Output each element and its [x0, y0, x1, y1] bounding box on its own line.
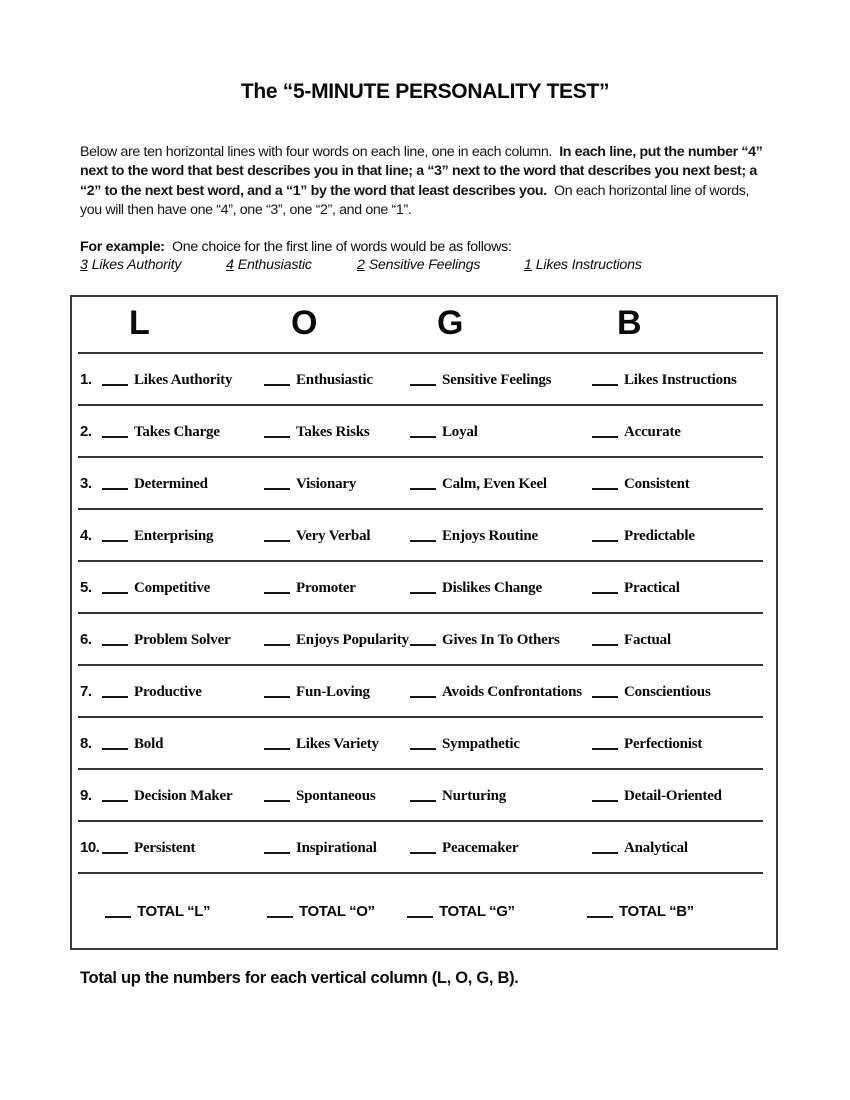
- total-cell-L: [105, 874, 210, 950]
- word-cell: [410, 718, 520, 770]
- column-header-O: O: [291, 304, 317, 342]
- answer-blank[interactable]: [410, 487, 436, 490]
- word-cell: [592, 770, 722, 822]
- word-cell: [264, 718, 379, 770]
- word-cell: [102, 354, 232, 406]
- row-number: 1.: [80, 371, 92, 388]
- answer-blank[interactable]: [592, 643, 618, 646]
- answer-blank[interactable]: [410, 643, 436, 646]
- answer-blank[interactable]: [592, 591, 618, 594]
- column-header-G: G: [437, 304, 463, 342]
- word-label: Persistent: [134, 840, 196, 856]
- example-text: One choice for the first line of words would be as follows:: [164, 239, 512, 255]
- answer-blank[interactable]: [264, 643, 290, 646]
- word-label: Enterprising: [134, 528, 214, 544]
- instructions-part1: Below are ten horizontal lines with four words on each line, one in each column.: [80, 144, 560, 160]
- word-cell: [264, 458, 356, 510]
- example-number: 4: [226, 257, 234, 273]
- answer-blank[interactable]: [410, 695, 436, 698]
- page-title: The “5-MINUTE PERSONALITY TEST”: [240, 80, 610, 103]
- word-cell: [410, 354, 551, 406]
- answer-blank[interactable]: [592, 539, 618, 542]
- word-label: Conscientious: [624, 684, 711, 700]
- example-item: [226, 257, 312, 273]
- word-cell: [264, 822, 377, 874]
- word-cell: [592, 614, 671, 666]
- total-cell-B: [587, 874, 694, 950]
- answer-blank[interactable]: [592, 799, 618, 802]
- word-cell: [102, 562, 210, 614]
- table-row-9: [72, 770, 776, 822]
- word-cell: [410, 822, 518, 874]
- word-cell: [410, 614, 560, 666]
- answer-blank[interactable]: [102, 539, 128, 542]
- word-label: Predictable: [624, 528, 695, 544]
- example-number: 3: [80, 257, 88, 273]
- answer-blank[interactable]: [264, 695, 290, 698]
- word-cell: [102, 822, 195, 874]
- word-label: Spontaneous: [296, 788, 376, 804]
- total-label: TOTAL “L”: [137, 903, 211, 920]
- answer-blank[interactable]: [592, 695, 618, 698]
- word-label: Enjoys Routine: [442, 528, 538, 544]
- word-label: Competitive: [134, 580, 211, 596]
- word-label: Analytical: [624, 840, 688, 856]
- total-label: TOTAL “B”: [619, 903, 694, 920]
- word-cell: [410, 562, 542, 614]
- answer-blank[interactable]: [410, 747, 436, 750]
- answer-blank[interactable]: [592, 435, 618, 438]
- word-label: Enjoys Popularity: [296, 632, 409, 648]
- total-cell-G: [407, 874, 515, 950]
- word-label: Nurturing: [442, 788, 507, 804]
- word-cell: [410, 510, 538, 562]
- answer-blank[interactable]: [264, 383, 290, 386]
- row-number: 5.: [80, 579, 92, 596]
- row-number: 9.: [80, 787, 92, 804]
- word-cell: [102, 458, 208, 510]
- word-cell: [102, 510, 213, 562]
- word-cell: [592, 458, 690, 510]
- word-cell: [410, 770, 506, 822]
- word-label: Productive: [134, 684, 202, 700]
- total-cell-O: [267, 874, 375, 950]
- word-label: Very Verbal: [296, 528, 371, 544]
- word-label: Factual: [624, 632, 671, 648]
- answer-blank[interactable]: [264, 539, 290, 542]
- answer-blank[interactable]: [410, 591, 436, 594]
- word-cell: [102, 614, 231, 666]
- answer-blank[interactable]: [102, 435, 128, 438]
- instructions-paragraph: [80, 143, 774, 220]
- word-cell: [410, 666, 582, 718]
- word-label: Calm, Even Keel: [442, 476, 547, 492]
- table-row-6: [72, 614, 776, 666]
- word-label: Peacemaker: [442, 840, 519, 856]
- answer-blank[interactable]: [102, 487, 128, 490]
- word-label: Decision Maker: [134, 788, 233, 804]
- word-cell: [592, 666, 711, 718]
- column-header-B: B: [617, 304, 641, 342]
- row-number: 2.: [80, 423, 92, 440]
- word-label: Bold: [134, 736, 164, 752]
- word-cell: [410, 458, 547, 510]
- column-header-row: [72, 297, 776, 354]
- word-label: Likes Authority: [134, 372, 233, 388]
- instructions-part2-bold: In each line, put the number “4” next to the word that best describes you in that line; a “3” next to the word that describes you next best; a “2” to the next best word, and a “1” by the word that least describes you.: [80, 144, 767, 199]
- answer-blank[interactable]: [410, 851, 436, 854]
- answer-blank[interactable]: [410, 539, 436, 542]
- answer-blank[interactable]: [102, 643, 128, 646]
- word-label: Dislikes Change: [442, 580, 542, 596]
- word-cell: [102, 666, 202, 718]
- word-cell: [264, 666, 370, 718]
- answer-blank[interactable]: [264, 487, 290, 490]
- word-cell: [264, 510, 370, 562]
- word-label: Accurate: [624, 424, 681, 440]
- answer-blank[interactable]: [102, 799, 128, 802]
- answer-blank[interactable]: [592, 851, 618, 854]
- answer-blank[interactable]: [410, 383, 436, 386]
- example-number: 1: [524, 257, 532, 273]
- word-label: Enthusiastic: [296, 372, 373, 388]
- word-label: Fun-Loving: [296, 684, 370, 700]
- answer-blank[interactable]: [102, 747, 128, 750]
- word-label: Inspirational: [296, 840, 377, 856]
- row-number: 8.: [80, 735, 92, 752]
- table-row-2: [72, 406, 776, 458]
- instructions-part3: On each horizontal line of words, you will then have one “4”, one “3”, one “2”, and one “1”.: [80, 182, 753, 218]
- total-label: TOTAL “G”: [439, 903, 515, 920]
- word-label: Visionary: [296, 476, 357, 492]
- example-item: [357, 257, 480, 273]
- word-cell: [264, 614, 409, 666]
- word-cell: [592, 562, 680, 614]
- row-number: 3.: [80, 475, 92, 492]
- word-label: Consistent: [624, 476, 690, 492]
- answer-blank[interactable]: [102, 383, 128, 386]
- total-label: TOTAL “O”: [299, 903, 375, 920]
- word-label: Takes Risks: [296, 424, 370, 440]
- test-table: [70, 295, 778, 950]
- example-word: Enthusiastic: [237, 257, 312, 273]
- word-cell: [264, 406, 370, 458]
- word-label: Avoids Confrontations: [442, 684, 582, 700]
- row-number: 4.: [80, 527, 92, 544]
- word-cell: [592, 510, 695, 562]
- word-cell: [102, 718, 163, 770]
- answer-blank[interactable]: [102, 591, 128, 594]
- total-blank[interactable]: [105, 915, 131, 918]
- word-label: Likes Instructions: [624, 372, 737, 388]
- word-label: Loyal: [442, 424, 478, 440]
- column-header-L: L: [129, 304, 149, 342]
- totals-row: [72, 874, 776, 950]
- total-blank[interactable]: [407, 915, 433, 918]
- row-number: 6.: [80, 631, 92, 648]
- answer-blank[interactable]: [592, 383, 618, 386]
- answer-blank[interactable]: [102, 695, 128, 698]
- word-cell: [592, 354, 737, 406]
- example-intro-line: [80, 239, 774, 255]
- word-cell: [592, 718, 702, 770]
- answer-blank[interactable]: [102, 851, 128, 854]
- word-cell: [592, 822, 688, 874]
- answer-blank[interactable]: [410, 799, 436, 802]
- row-number: 7.: [80, 683, 92, 700]
- word-cell: [264, 354, 373, 406]
- answer-blank[interactable]: [592, 487, 618, 490]
- word-cell: [264, 770, 376, 822]
- table-row-10: [72, 822, 776, 874]
- answer-blank[interactable]: [264, 435, 290, 438]
- row-number: 10.: [80, 839, 100, 856]
- word-cell: [102, 770, 232, 822]
- word-label: Determined: [134, 476, 208, 492]
- example-word: Likes Authority: [91, 257, 182, 273]
- word-cell: [592, 406, 681, 458]
- answer-blank[interactable]: [264, 591, 290, 594]
- table-row-4: [72, 510, 776, 562]
- table-row-7: [72, 666, 776, 718]
- example-word: Sensitive Feelings: [368, 257, 481, 273]
- example-label: For example:: [80, 239, 165, 255]
- footer-instruction: Total up the numbers for each vertical column (L, O, G, B).: [80, 969, 519, 987]
- answer-blank[interactable]: [264, 747, 290, 750]
- word-label: Sensitive Feelings: [442, 372, 552, 388]
- table-row-1: [72, 354, 776, 406]
- word-label: Promoter: [296, 580, 356, 596]
- total-blank[interactable]: [587, 915, 613, 918]
- word-label: Takes Charge: [134, 424, 220, 440]
- word-label: Detail-Oriented: [624, 788, 722, 804]
- word-cell: [102, 406, 220, 458]
- example-item: [80, 257, 181, 273]
- word-label: Practical: [624, 580, 680, 596]
- answer-blank[interactable]: [592, 747, 618, 750]
- answer-blank[interactable]: [264, 851, 290, 854]
- example-number: 2: [357, 257, 365, 273]
- example-word: Likes Instructions: [535, 257, 642, 273]
- table-row-8: [72, 718, 776, 770]
- word-cell: [264, 562, 356, 614]
- total-blank[interactable]: [267, 915, 293, 918]
- table-row-3: [72, 458, 776, 510]
- example-answers-row: [80, 257, 774, 277]
- word-label: Perfectionist: [624, 736, 703, 752]
- word-label: Likes Variety: [296, 736, 379, 752]
- word-cell: [410, 406, 478, 458]
- word-label: Problem Solver: [134, 632, 231, 648]
- word-label: Gives In To Others: [442, 632, 560, 648]
- table-row-5: [72, 562, 776, 614]
- answer-blank[interactable]: [410, 435, 436, 438]
- word-label: Sympathetic: [442, 736, 520, 752]
- example-item: [524, 257, 642, 273]
- answer-blank[interactable]: [264, 799, 290, 802]
